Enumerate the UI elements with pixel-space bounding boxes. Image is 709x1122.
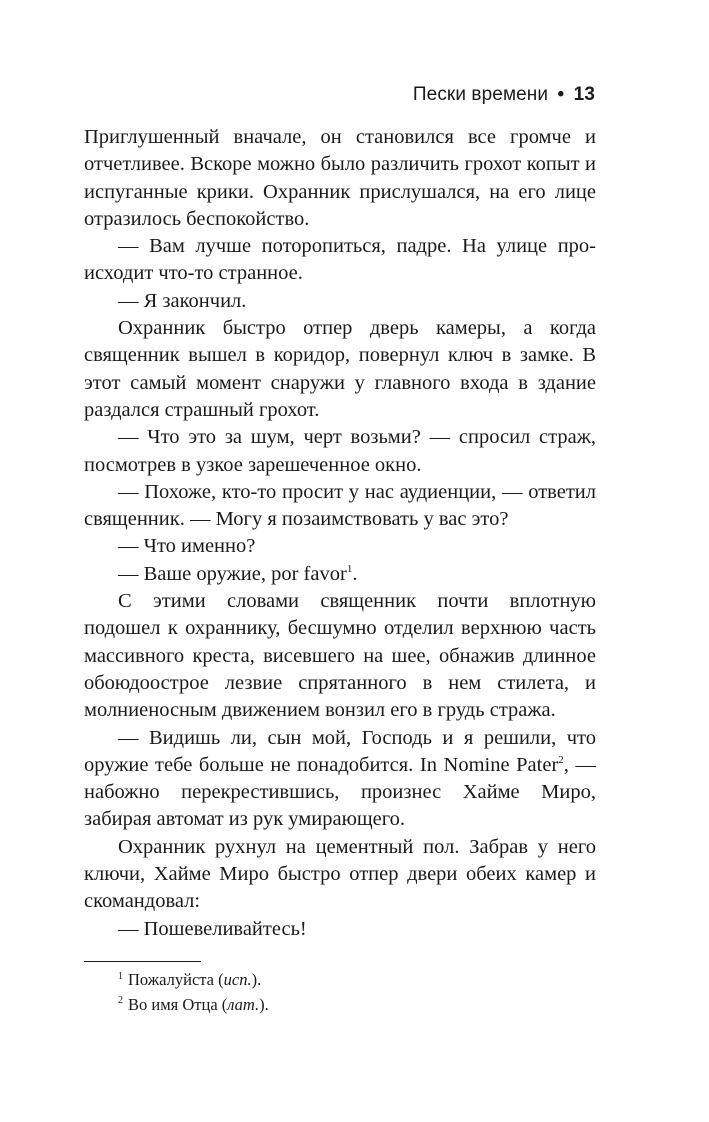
paragraph-text: — Похоже, кто-то просит у нас аудиенции, — ответил священник. — Могу я позаимствовать у вас это? <box>84 480 596 531</box>
footnote-language: лат. <box>227 994 260 1014</box>
footnote-reference[interactable]: 2 <box>558 754 564 766</box>
paragraph <box>84 233 596 288</box>
paragraph-text: — Вам лучше поторопиться, падре. На улице происходит что-то странное. <box>84 235 596 285</box>
paragraph-text: — Я закончил. <box>118 289 247 312</box>
paragraph <box>84 588 596 724</box>
paragraph-text: — Пошевеливайтесь! <box>118 917 307 940</box>
footnote-language: исп. <box>223 970 252 989</box>
paragraph <box>84 424 596 479</box>
footnote-text: Во имя Отца ( <box>128 994 228 1014</box>
paragraph-text: Охранник рухнул на цементный пол. Забрав у него ключи, Хайме Миро быстро отпер двери обеих камер и скомандовал: <box>84 835 596 913</box>
paragraph <box>84 479 596 534</box>
footnote-text: Пожалуйста ( <box>128 970 224 989</box>
paragraph-text: — Что это за шум, черт возьми? — спросил страж, посмотрев в узкое зарешеченное окно. <box>84 426 596 476</box>
paragraph <box>84 725 596 834</box>
paragraph-text-tail: , — набожно перекрестившись, произнес Хайме Миро, забирая автомат из рук умирающего. <box>84 753 596 831</box>
paragraph-text: Приглушенный вначале, он становился все громче и отчетливее. Вскоре можно было различить грохот копыт и испуганные крики. Охранник прислушался, на его лице отразилось беспокойство. <box>84 126 596 230</box>
footnote-close: ). <box>259 994 269 1014</box>
footnote-close: ). <box>251 970 262 989</box>
footnote-marker: 1 <box>118 970 123 982</box>
paragraph <box>84 315 596 424</box>
footnote-reference[interactable]: 1 <box>346 562 353 575</box>
header-separator: • <box>557 84 565 105</box>
paragraph <box>84 288 596 315</box>
paragraph-text: — Что именно? <box>118 535 256 558</box>
footnote-divider <box>84 961 201 962</box>
footnote <box>118 993 269 1018</box>
page-number: 13 <box>573 84 595 105</box>
paragraph <box>84 834 596 916</box>
running-head <box>413 82 595 108</box>
paragraph <box>84 561 596 588</box>
paragraph-text: С этими словами священник почти вплотную подошел к охраннику, бесшумно отделил верхнюю часть массивного креста, висевшего на шее, обнажив длинное обоюдоострое лезвие спрятанного в нем стилета, и молниеносным движением вонзил его в грудь стража. <box>84 590 596 722</box>
paragraph <box>84 124 596 233</box>
paragraph-text: Охранник быстро отпер дверь камеры, а когда священник вышел в коридор, повернул ключ в замке. В этот самый момент снаружи у главного входа в здание раздался страшный грохот. <box>84 317 596 421</box>
paragraph-text: — Видишь ли, сын мой, Господь и я решили, что оружие тебе больше не понадобится. In Nomine Pater <box>84 726 596 776</box>
body-text <box>84 124 596 943</box>
footnotes <box>118 968 269 1017</box>
paragraph-text: — Ваше оружие, por favor <box>118 562 347 585</box>
footnote <box>118 968 269 993</box>
footnote-marker: 2 <box>118 995 123 1006</box>
paragraph <box>84 916 596 943</box>
paragraph <box>84 533 596 560</box>
paragraph-text-tail: . <box>352 562 358 585</box>
running-title: Пески времени <box>412 84 549 105</box>
